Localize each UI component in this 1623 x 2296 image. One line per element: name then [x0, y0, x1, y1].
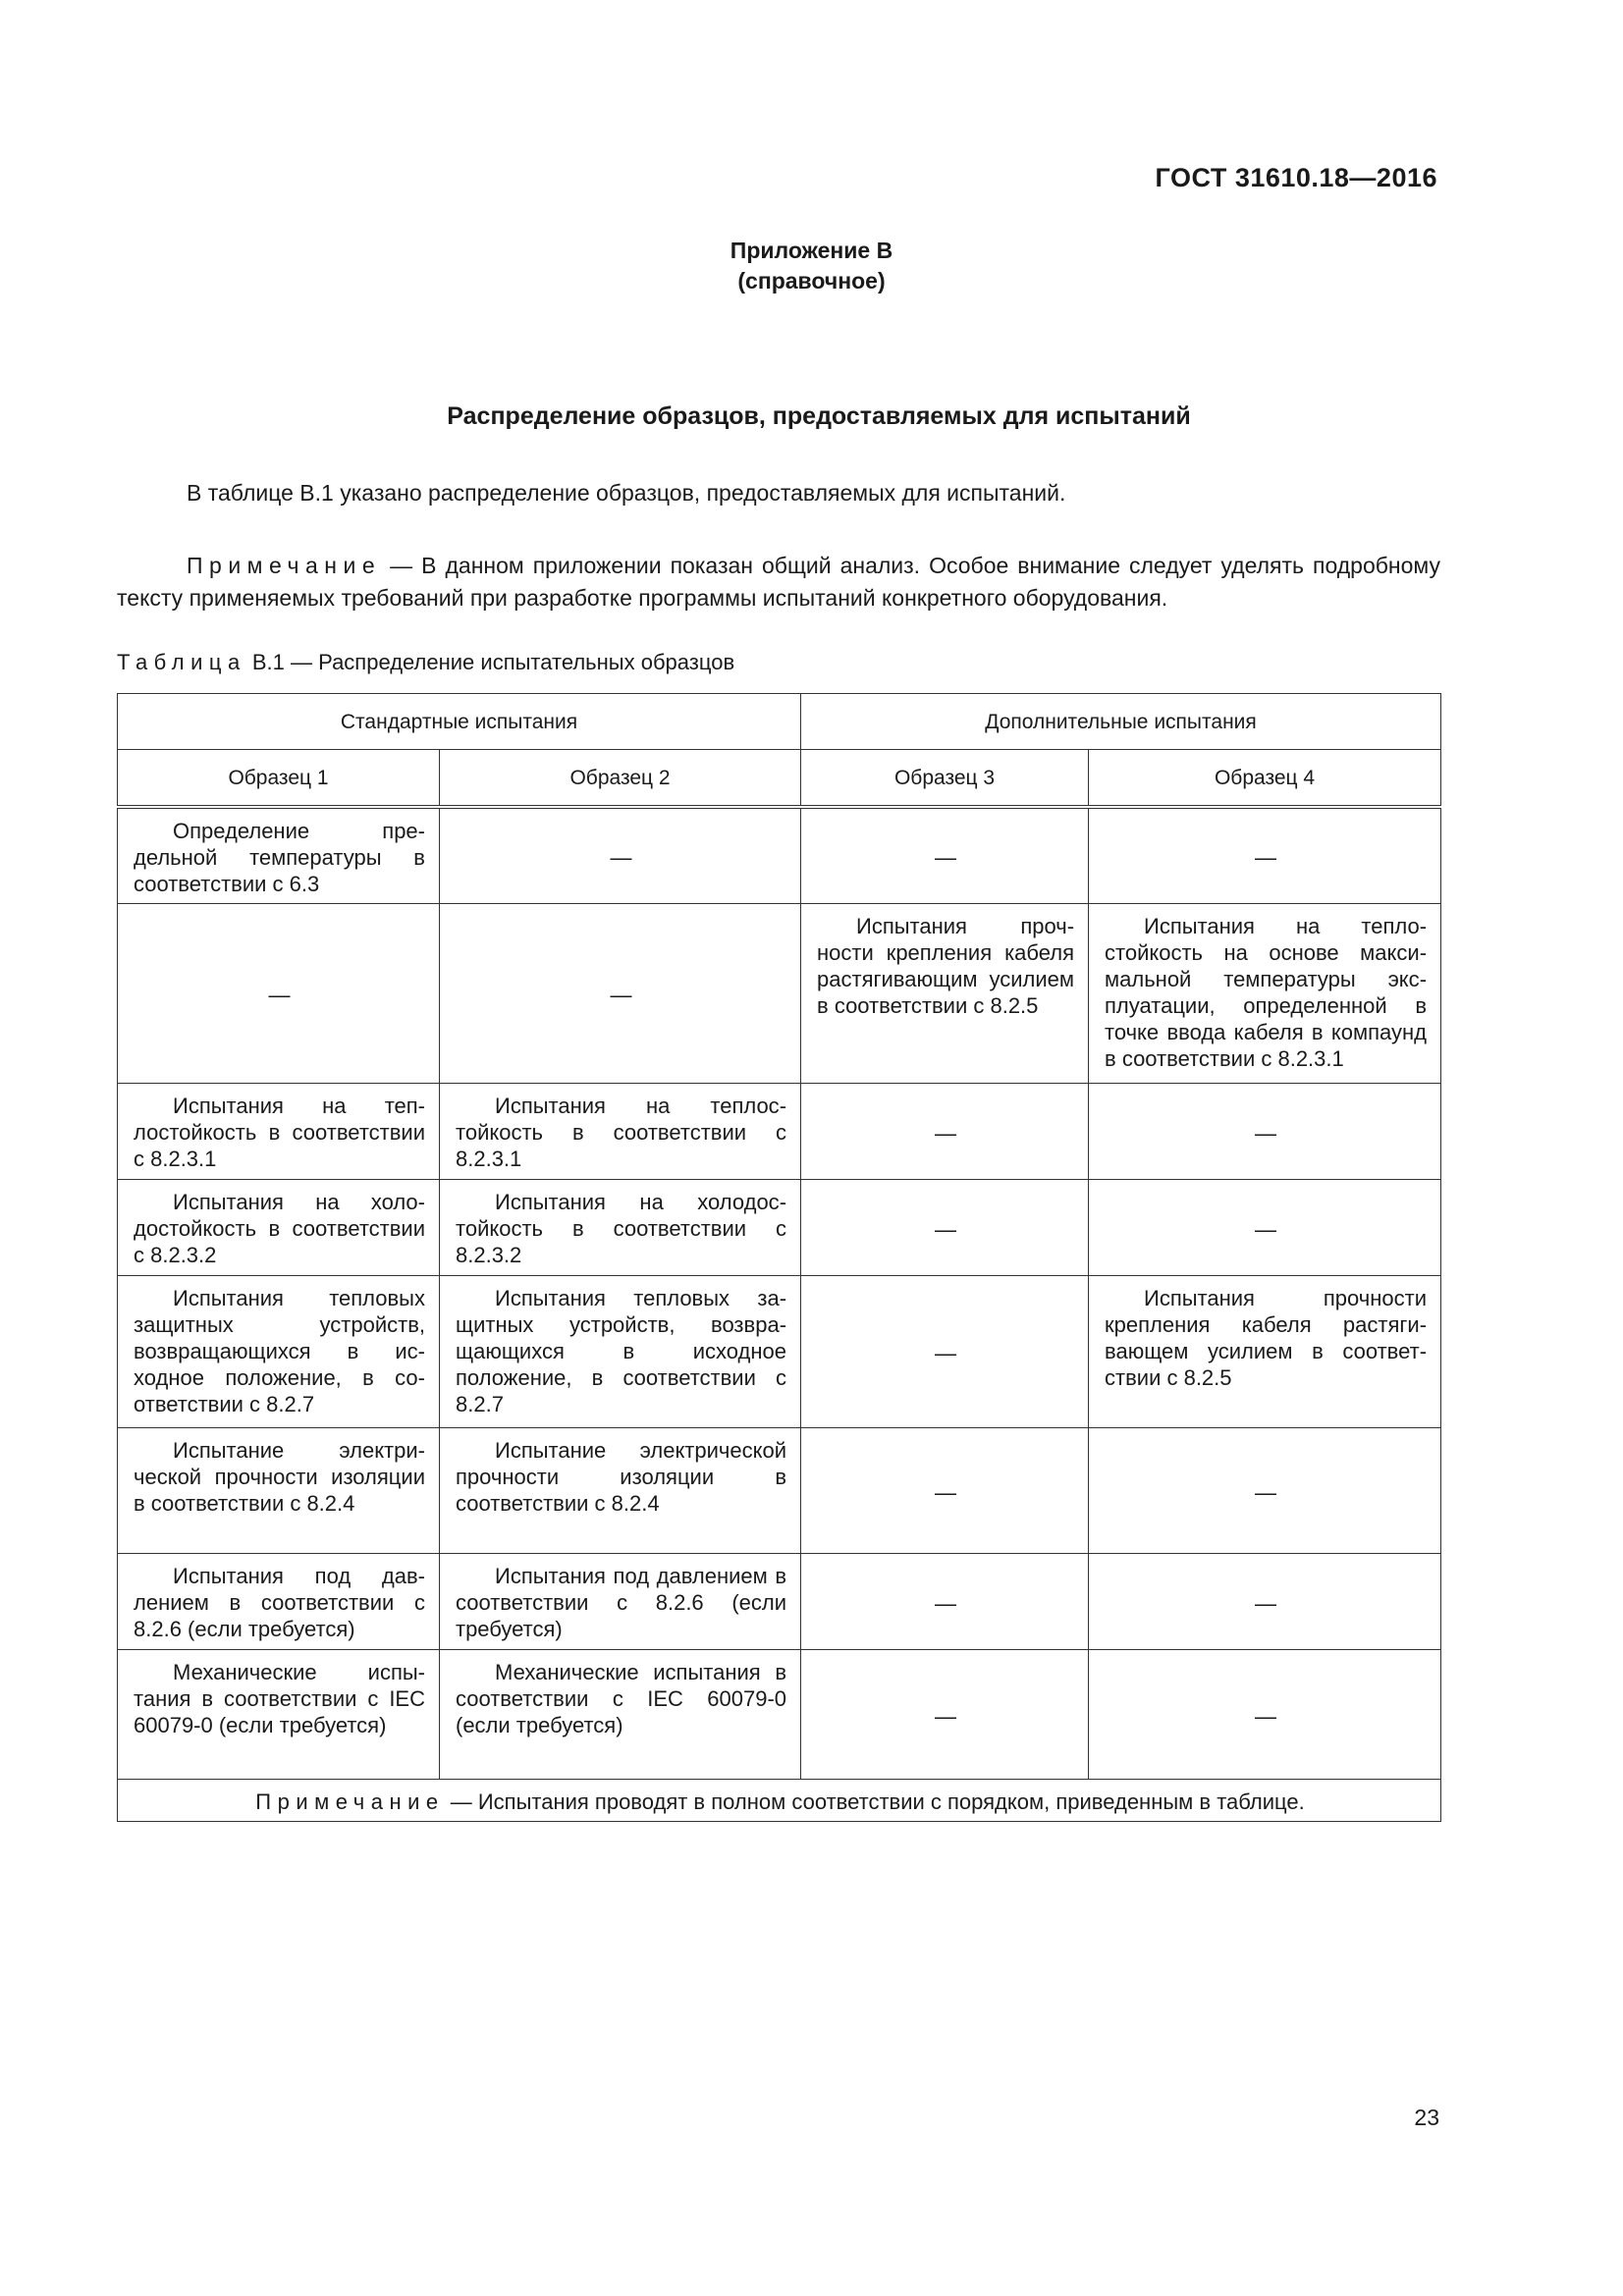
- table-cell-sample-4: —: [1089, 1084, 1441, 1180]
- column-header-sample-4: Образец 4: [1089, 750, 1441, 808]
- table-cell-sample-1: Механические испытания в соответствии с IEC 60079-0 (если требуется): [118, 1650, 440, 1780]
- table-cell-sample-1: Испытание электрической прочности изоляции в соответствии с 8.2.4: [118, 1428, 440, 1554]
- table-note-text: — Испытания проводят в полном соответствии с порядком, приведенным в таблице.: [444, 1789, 1305, 1814]
- table-cell-sample-4: —: [1089, 1428, 1441, 1554]
- intro-paragraph: В таблице В.1 указано распределение образцов, предоставляемых для испытаний.: [187, 480, 1066, 506]
- table-note-label: Примечание: [255, 1789, 445, 1814]
- table-cell-sample-3: —: [801, 807, 1089, 904]
- annex-type: (справочное): [737, 268, 886, 294]
- group-header-standard: Стандартные испытания: [118, 694, 801, 750]
- table-cell-sample-1: Определение предельной температуры в соответствии с 6.3: [118, 807, 440, 904]
- group-header-row: [118, 694, 1441, 750]
- table-row: [118, 807, 1441, 904]
- table-cell-sample-4: —: [1089, 1650, 1441, 1780]
- table-row: [118, 1554, 1441, 1650]
- note-text: — В данном приложении показан общий анализ. Особое внимание следует уделять подробному тексту применяемых требований при разработке программы испытаний конкретного оборудования.: [117, 553, 1440, 611]
- table-cell-sample-2: Механические испытания в соответствии с IEC 60079-0 (если требуется): [440, 1650, 801, 1780]
- table-cell-sample-1: —: [118, 904, 440, 1084]
- annex-header: [0, 236, 1623, 296]
- table-row: [118, 1276, 1441, 1428]
- column-header-sample-1: Образец 1: [118, 750, 440, 808]
- table-row: [118, 1180, 1441, 1276]
- table-caption-label: Таблица: [117, 650, 246, 674]
- table-cell-sample-3: —: [801, 1650, 1089, 1780]
- table-cell-sample-3: —: [801, 1084, 1089, 1180]
- table-cell-sample-1: Испытания под давлением в соответствии с 8.2.6 (если требуется): [118, 1554, 440, 1650]
- table-cell-sample-3: —: [801, 1180, 1089, 1276]
- table-cell-sample-1: Испытания тепловых защитных устройств, возвращающихся в исходное положение, в соответствии с 8.2.7: [118, 1276, 440, 1428]
- page-number: 23: [1414, 2105, 1439, 2130]
- table-caption-text: В.1 — Распределение испытательных образцов: [245, 650, 735, 674]
- note-label: Примечание: [187, 553, 382, 578]
- column-header-sample-2: Образец 2: [440, 750, 801, 808]
- table-cell-sample-1: Испытания на теплостойкость в соответствии с 8.2.3.1: [118, 1084, 440, 1180]
- table-cell-sample-2: Испытания под давлением в соответствии с 8.2.6 (если требуется): [440, 1554, 801, 1650]
- table-row: [118, 1084, 1441, 1180]
- table-cell-sample-3: —: [801, 1428, 1089, 1554]
- table-cell-sample-4: —: [1089, 1554, 1441, 1650]
- table-cell-sample-4: —: [1089, 807, 1441, 904]
- table-cell-sample-4: Испытания на теплостойкость на основе максимальной температуры эксплуатации, определенной в точке ввода кабеля в компаунд в соответствии с 8.2.3.1: [1089, 904, 1441, 1084]
- column-header-row: [118, 750, 1441, 808]
- table-cell-sample-4: —: [1089, 1180, 1441, 1276]
- table-cell-sample-2: Испытания на холодостойкость в соответствии с 8.2.3.2: [440, 1180, 801, 1276]
- table-cell-sample-3: Испытания прочности крепления кабеля растягивающим усилием в соответствии с 8.2.5: [801, 904, 1089, 1084]
- table-cell-sample-3: —: [801, 1276, 1089, 1428]
- samples-table: [117, 693, 1441, 1822]
- table-cell-sample-4: Испытания прочности крепления кабеля растягивающем усилием в соответствии с 8.2.5: [1089, 1276, 1441, 1428]
- table-row: [118, 904, 1441, 1084]
- annex-title: Приложение В: [730, 238, 893, 263]
- section-heading: Распределение образцов, предоставляемых для испытаний: [447, 402, 1191, 430]
- table-note: [118, 1780, 1441, 1822]
- table-row: [118, 1650, 1441, 1780]
- table-note-row: [118, 1780, 1441, 1822]
- table-cell-sample-2: Испытания на теплостойкость в соответствии с 8.2.3.1: [440, 1084, 801, 1180]
- standard-code: ГОСТ 31610.18—2016: [1155, 163, 1437, 192]
- table-cell-sample-1: Испытания на холодостойкость в соответствии с 8.2.3.2: [118, 1180, 440, 1276]
- column-header-sample-3: Образец 3: [801, 750, 1089, 808]
- table-cell-sample-2: —: [440, 807, 801, 904]
- table-cell-sample-2: Испытания тепловых защитных устройств, возвращающихся в исходное положение, в соответствии с 8.2.7: [440, 1276, 801, 1428]
- table-cell-sample-2: Испытание электрической прочности изоляции в соответствии с 8.2.4: [440, 1428, 801, 1554]
- table-cell-sample-3: —: [801, 1554, 1089, 1650]
- table-caption: [117, 650, 734, 675]
- table-cell-sample-2: —: [440, 904, 801, 1084]
- table-row: [118, 1428, 1441, 1554]
- group-header-additional: Дополнительные испытания: [801, 694, 1441, 750]
- annex-note: [117, 550, 1440, 614]
